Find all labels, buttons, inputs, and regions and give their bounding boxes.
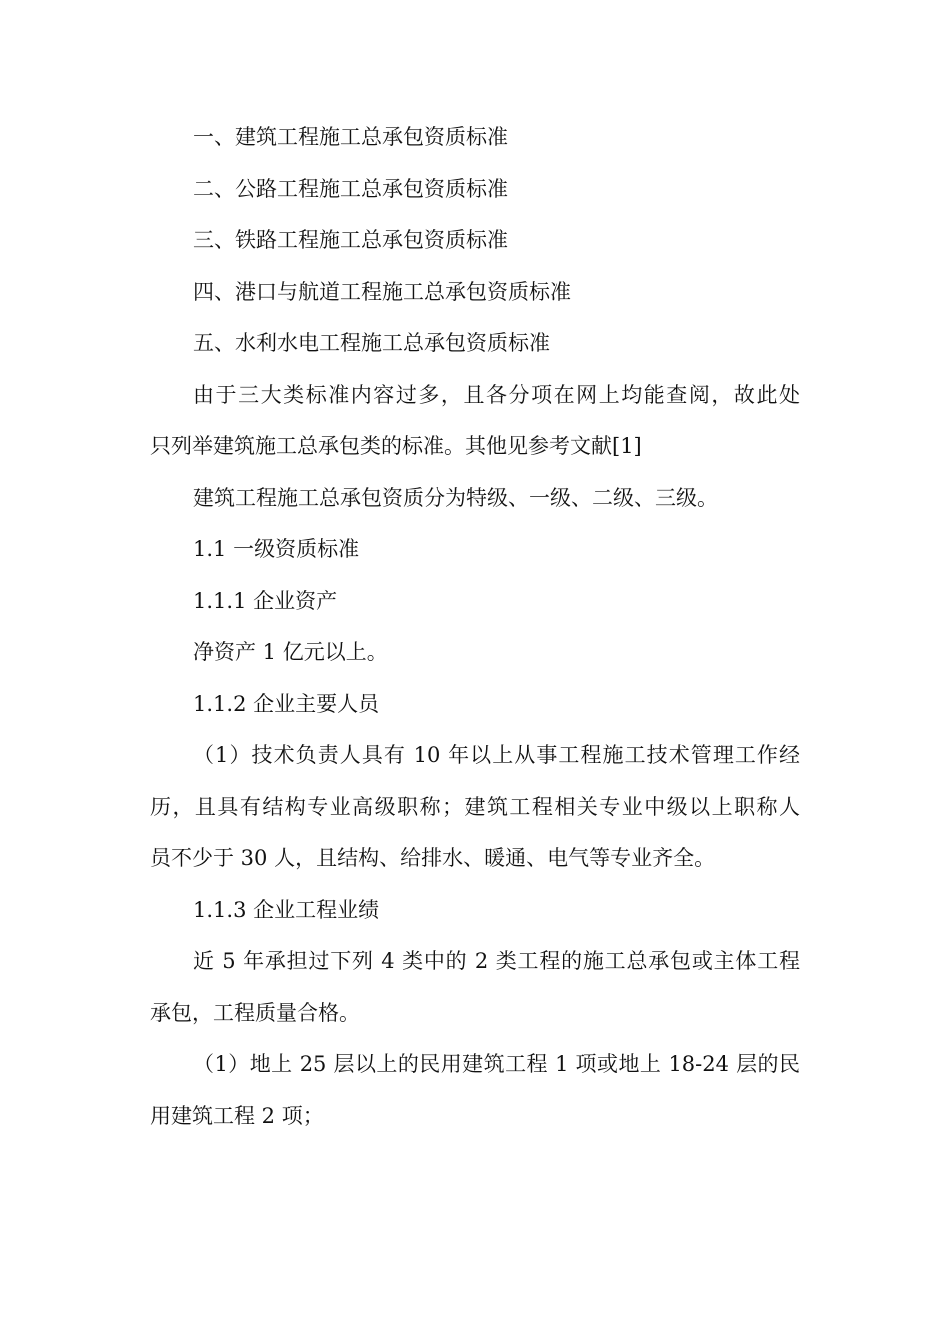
paragraph-line: 承包，工程质量合格。: [150, 1000, 360, 1025]
paragraph-line: 建筑工程施工总承包资质分为特级、一级、二级、三级。: [193, 485, 718, 510]
section-heading: 1.1 一级资质标准: [193, 537, 360, 561]
paragraph-line: 净资产 1 亿元以上。: [193, 640, 388, 664]
heading-line: 二、公路工程施工总承包资质标准: [193, 176, 508, 201]
document-page: [150, 112, 800, 1142]
section-heading: 1.1.3 企业工程业绩: [193, 897, 380, 922]
paragraph-line: 用建筑工程 2 项；: [150, 1103, 324, 1128]
section-heading: 1.1.2 企业主要人员: [193, 691, 380, 716]
paragraph-line: （1）技术负责人具有 10 年以上从事工程施工技术管理工作经: [193, 743, 800, 767]
heading-line: 五、水利水电工程施工总承包资质标准: [193, 331, 550, 355]
heading-line: 四、港口与航道工程施工总承包资质标准: [193, 279, 571, 304]
heading-line: 一、建筑工程施工总承包资质标准: [193, 125, 508, 149]
paragraph-line: 历，且具有结构专业高级职称；建筑工程相关专业中级以上职称人: [150, 794, 800, 819]
section-heading: 1.1.1 企业资产: [193, 588, 338, 613]
paragraph-line: 近 5 年承担过下列 4 类中的 2 类工程的施工总承包或主体工程: [193, 949, 800, 973]
paragraph-line: 只列举建筑施工总承包类的标准。其他见参考文献[1]: [150, 434, 642, 458]
paragraph-line: （1）地上 25 层以上的民用建筑工程 1 项或地上 18-24 层的民: [193, 1052, 800, 1076]
paragraph-line: 由于三大类标准内容过多，且各分项在网上均能查阅，故此处: [193, 382, 800, 407]
paragraph-line: 员不少于 30 人，且结构、给排水、暖通、电气等专业齐全。: [150, 846, 716, 870]
heading-line: 三、铁路工程施工总承包资质标准: [193, 228, 508, 252]
